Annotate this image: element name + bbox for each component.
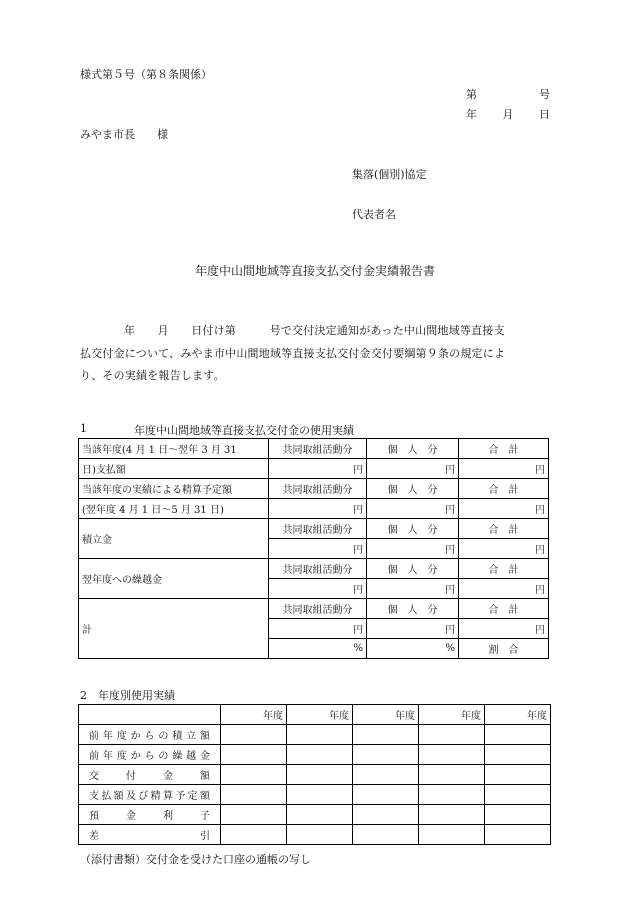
header-blank (79, 705, 221, 725)
row-label: 当該年度の実績による精算予定額 (79, 479, 269, 499)
cell (221, 765, 287, 785)
table-row (79, 439, 549, 459)
cell (485, 785, 551, 805)
header-year: 年度 (485, 705, 551, 725)
table-row (79, 559, 549, 579)
document-date: 年 月 日 (466, 108, 550, 121)
cell-unit: 円 (459, 579, 549, 599)
header-individual: 個 人 分 (367, 519, 459, 539)
attachment-note: （添付書類）交付金を受けた口座の通帳の写し (80, 853, 311, 866)
table-row (79, 765, 551, 785)
row-label: 積立金 (79, 519, 269, 559)
row-label: 計 (79, 599, 269, 659)
row-label: 交付金額 (79, 765, 221, 785)
cell-unit: 円 (367, 619, 459, 639)
table-row (79, 745, 551, 765)
table-row (79, 725, 551, 745)
cell-unit: 円 (367, 539, 459, 559)
section2-title: 2 年度別使用実績 (80, 689, 175, 702)
header-year: 年度 (353, 705, 419, 725)
cell-unit: 円 (269, 579, 367, 599)
row-label: 前年度からの繰越金 (79, 745, 221, 765)
cell (221, 825, 287, 845)
cell-unit: 円 (367, 579, 459, 599)
cell (485, 825, 551, 845)
form-label: 様式第５号（第８条関係） (80, 68, 212, 81)
cell-unit-percent: % (269, 639, 367, 659)
cell (419, 825, 485, 845)
yearly-table (78, 704, 551, 845)
cell (485, 805, 551, 825)
row-label: 日)支払額 (79, 459, 269, 479)
header-joint: 共同取組活動分 (269, 559, 367, 579)
cell-unit: 円 (269, 539, 367, 559)
cell (353, 765, 419, 785)
cell-unit: 円 (459, 619, 549, 639)
table-row (79, 479, 549, 499)
addressee: みやま市長 様 (80, 128, 168, 141)
cell (419, 745, 485, 765)
cell (353, 825, 419, 845)
table-row (79, 499, 549, 519)
header-individual: 個 人 分 (367, 479, 459, 499)
table-row (79, 599, 549, 619)
cell-unit: 円 (367, 459, 459, 479)
cell (485, 745, 551, 765)
header-joint: 共同取組活動分 (269, 479, 367, 499)
table-row (79, 519, 549, 539)
section1-number: 1 (80, 422, 87, 435)
cell (287, 825, 353, 845)
cell (485, 725, 551, 745)
cell-unit: 円 (269, 619, 367, 639)
table-row (79, 825, 551, 845)
usage-table (78, 438, 549, 659)
cell-unit: 円 (459, 499, 549, 519)
section1-title: 年度中山間地域等直接支払交付金の使用実績 (134, 424, 354, 437)
cell (419, 725, 485, 745)
row-label: 前年度からの積立額 (79, 725, 221, 745)
body-line-2: 払交付金について、みやま市中山間地域等直接支払交付金交付要綱第９条の規定によ (80, 346, 506, 360)
table-row (79, 705, 551, 725)
cell (287, 745, 353, 765)
cell-unit: 円 (269, 499, 367, 519)
cell (221, 745, 287, 765)
header-individual: 個 人 分 (367, 439, 459, 459)
cell-unit: 円 (367, 499, 459, 519)
row-label: 差引 (79, 825, 221, 845)
header-total: 合 計 (459, 599, 549, 619)
cell (353, 745, 419, 765)
row-label: 当該年度(4 月 1 日～翌年 3 月 31 (79, 439, 269, 459)
cell (419, 785, 485, 805)
row-label: 預金利子 (79, 805, 221, 825)
header-total: 合 計 (459, 519, 549, 539)
representative-name: 代表者名 (352, 208, 396, 221)
cell-unit: 円 (459, 539, 549, 559)
row-label: 支払額及び精算予定額 (79, 785, 221, 805)
header-total: 合 計 (459, 479, 549, 499)
header-joint: 共同取組活動分 (269, 519, 367, 539)
body-line-3: り、その実績を報告します。 (80, 369, 225, 382)
header-joint: 共同取組活動分 (269, 599, 367, 619)
body-paragraph (80, 320, 556, 388)
cell (419, 805, 485, 825)
cell (353, 725, 419, 745)
table-row (79, 805, 551, 825)
body-line-1: 年 月 日付け第 号で交付決定通知があった中山間地域等直接支 (124, 324, 505, 337)
header-joint: 共同取組活動分 (269, 439, 367, 459)
header-year: 年度 (221, 705, 287, 725)
cell (287, 785, 353, 805)
document-number: 第 号 (466, 88, 550, 101)
cell-unit-percent: % (367, 639, 459, 659)
header-individual: 個 人 分 (367, 559, 459, 579)
cell (221, 725, 287, 745)
row-label: 翌年度への繰越金 (79, 559, 269, 599)
cell (485, 765, 551, 785)
cell (353, 805, 419, 825)
cell (419, 765, 485, 785)
table-row (79, 785, 551, 805)
header-total: 合 計 (459, 559, 549, 579)
header-individual: 個 人 分 (367, 599, 459, 619)
header-year: 年度 (287, 705, 353, 725)
cell-unit: 円 (269, 459, 367, 479)
document-title: 年度中山間地域等直接支払交付金実績報告書 (194, 264, 435, 278)
cell (221, 805, 287, 825)
cell (221, 785, 287, 805)
header-year: 年度 (419, 705, 485, 725)
cell-unit: 円 (459, 459, 549, 479)
cell (353, 785, 419, 805)
cell (287, 805, 353, 825)
table-row (79, 459, 549, 479)
cell (287, 725, 353, 745)
cell (287, 765, 353, 785)
organization-name: 集落(個別)協定 (352, 168, 427, 181)
header-total: 合 計 (459, 439, 549, 459)
cell-ratio: 割 合 (459, 639, 549, 659)
row-label: (翌年度 4 月 1 日～5 月 31 日) (79, 499, 269, 519)
